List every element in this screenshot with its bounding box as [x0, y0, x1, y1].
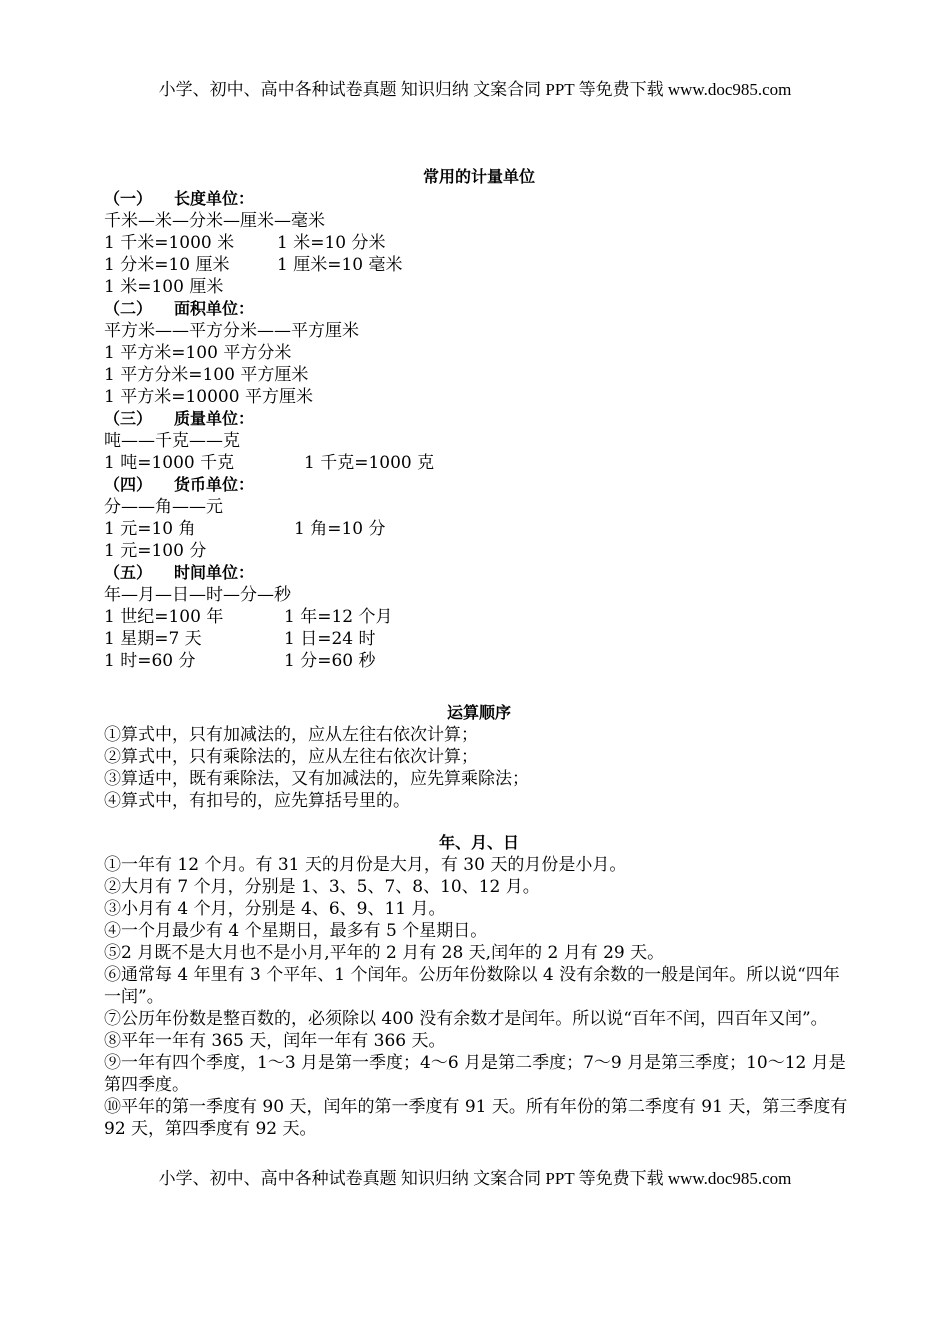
subheading-number: （一） [104, 189, 153, 208]
conversion: 1 厘米=10 毫米 [277, 255, 403, 275]
conversion-row [104, 650, 854, 672]
conversion-row [104, 628, 854, 650]
fact-item: ⑤2 月既不是大月也不是小月,平年的 2 月有 28 天,闰年的 2 月有 29 天。 [104, 943, 665, 963]
fact-item: ⑧平年一年有 365 天，闰年一年有 366 天。 [104, 1031, 446, 1051]
fact-item: ①一年有 12 个月。有 31 天的月份是大月，有 30 天的月份是小月。 [104, 855, 627, 875]
section-title-calendar: 年、月、日 [438, 833, 519, 852]
rule-item: ③算适中，既有乘除法，又有加减法的，应先算乘除法； [104, 769, 529, 789]
conversion-row [104, 518, 854, 540]
conversion: 1 日=24 时 [284, 629, 376, 649]
conversion: 1 平方米=100 平方分米 [104, 343, 292, 363]
unit-chain: 吨——千克——克 [104, 431, 240, 451]
unit-chain: 千米—米—分米—厘米—毫米 [104, 211, 325, 231]
subheading-number: （三） [104, 409, 153, 428]
conversion-row [104, 254, 854, 276]
subheading-number: （二） [104, 299, 153, 318]
conversion: 1 千米=1000 米 [104, 233, 235, 253]
conversion: 1 米=100 厘米 [104, 277, 224, 297]
conversion: 1 千克=1000 克 [304, 453, 435, 473]
subheading-label: 时间单位： [174, 563, 255, 582]
fact-item: ⑨一年有四个季度，1～3 月是第一季度；4～6 月是第二季度；7～9 月是第三季度；10～12 月是第四季度。 [104, 1053, 846, 1095]
conversion: 1 世纪=100 年 [104, 607, 224, 627]
subheading-label: 货币单位： [174, 475, 255, 494]
subheading-label: 面积单位： [174, 299, 255, 318]
subheading-mass [104, 408, 854, 430]
subheading-number: （五） [104, 563, 153, 582]
page-header: 小学、初中、高中各种试卷真题 知识归纳 文案合同 PPT 等免费下载 www.doc985.com [158, 80, 792, 99]
conversion: 1 米=10 分米 [277, 233, 386, 253]
fact-item: ⑦公历年份数是整百数的，必须除以 400 没有余数才是闰年。所以说“百年不闰，四百年又闰”。 [104, 1009, 828, 1029]
subheading-label: 长度单位： [174, 189, 255, 208]
page-footer: 小学、初中、高中各种试卷真题 知识归纳 文案合同 PPT 等免费下载 www.doc985.com [158, 1169, 792, 1188]
subheading-time [104, 562, 854, 584]
subheading-number: （四） [104, 475, 153, 494]
conversion: 1 吨=1000 千克 [104, 453, 235, 473]
rule-item: ②算式中，只有乘除法的，应从左往右依次计算； [104, 747, 478, 767]
conversion: 1 分=60 秒 [284, 651, 376, 671]
section-title-units: 常用的计量单位 [422, 167, 535, 186]
conversion-row [104, 452, 854, 474]
unit-chain: 平方米——平方分米——平方厘米 [104, 321, 359, 341]
conversion: 1 分米=10 厘米 [104, 255, 230, 275]
subheading-label: 质量单位： [174, 409, 255, 428]
document-body [104, 166, 854, 1140]
conversion-row [104, 232, 854, 254]
conversion: 1 平方米=10000 平方厘米 [104, 387, 313, 407]
subheading-money [104, 474, 854, 496]
fact-item: ③小月有 4 个月，分别是 4、6、9、11 月。 [104, 899, 446, 919]
subheading-area [104, 298, 854, 320]
conversion: 1 平方分米=100 平方厘米 [104, 365, 309, 385]
conversion: 1 时=60 分 [104, 651, 196, 671]
fact-item: ⑩平年的第一季度有 90 天，闰年的第一季度有 91 天。所有年份的第二季度有 91 天，第三季度有 92 天，第四季度有 92 天。 [104, 1097, 848, 1139]
conversion: 1 角=10 分 [294, 519, 386, 539]
fact-item: ④一个月最少有 4 个星期日，最多有 5 个星期日。 [104, 921, 488, 941]
unit-chain: 分——角——元 [104, 497, 223, 517]
conversion: 1 年=12 个月 [284, 607, 393, 627]
rule-item: ①算式中，只有加减法的，应从左往右依次计算； [104, 725, 478, 745]
rule-item: ④算式中，有扣号的，应先算括号里的。 [104, 791, 410, 811]
conversion: 1 星期=7 天 [104, 629, 202, 649]
conversion-row [104, 540, 854, 562]
section-title-order: 运算顺序 [446, 703, 511, 722]
conversion-row [104, 276, 854, 298]
conversion: 1 元=10 角 [104, 519, 196, 539]
conversion: 1 元=100 分 [104, 541, 207, 561]
fact-item: ②大月有 7 个月，分别是 1、3、5、7、8、10、12 月。 [104, 877, 540, 897]
subheading-length [104, 188, 854, 210]
fact-item: ⑥通常每 4 年里有 3 个平年、1 个闰年。公历年份数除以 4 没有余数的一般是闰年。所以说“四年一闰”。 [104, 965, 840, 1007]
conversion-row [104, 606, 854, 628]
unit-chain: 年—月—日—时—分—秒 [104, 585, 291, 605]
